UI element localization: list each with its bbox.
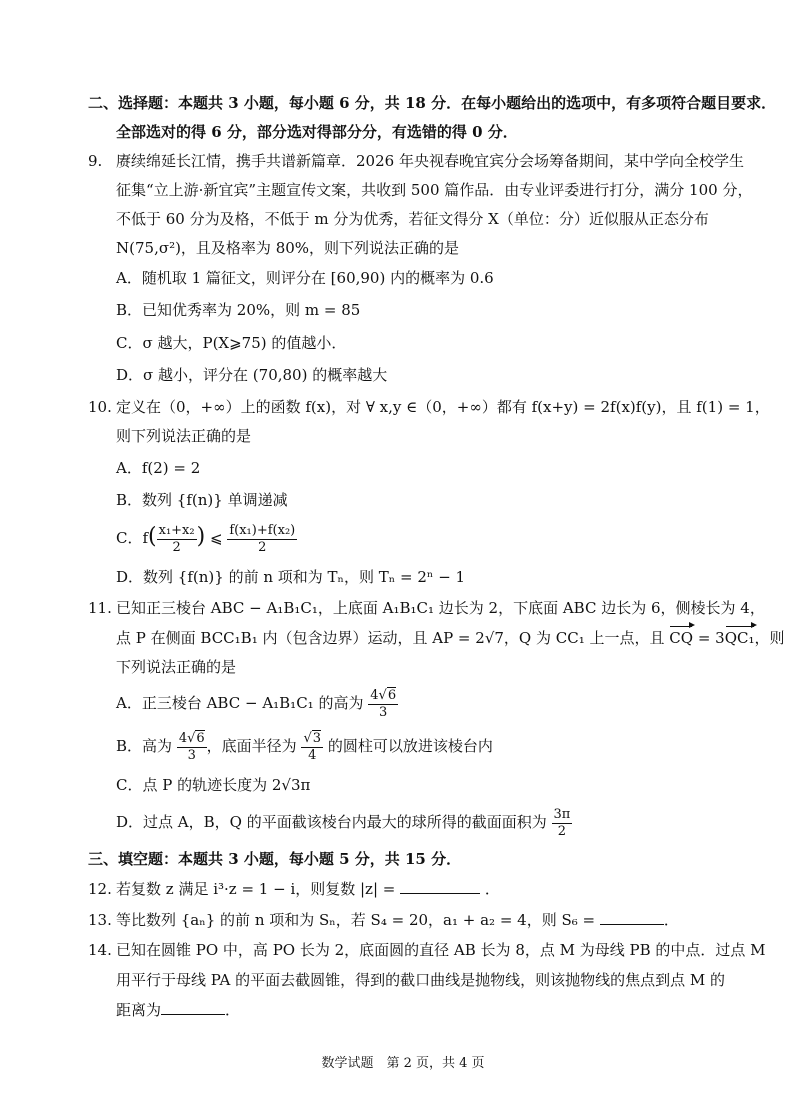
q13-answer-blank[interactable] [600, 910, 664, 925]
q11-stem-line2 [116, 628, 785, 648]
q13-number: 13. [88, 911, 112, 929]
q10-option-c-label: C．f [116, 529, 149, 547]
q11-stem-line2-start: 点 P 在侧面 BCC₁B₁ 内（包含边界）运动，且 AP = 2√7，Q 为 CC₁ 上一点，且 [116, 629, 670, 647]
q13-line [116, 910, 679, 930]
q11-option-a-fraction [368, 688, 398, 721]
q11-option-b-mid: ，底面半径为 [206, 737, 297, 755]
q11-option-a [116, 686, 398, 721]
q11-a-radicand: 6 [387, 687, 397, 703]
section3-header: 三、填空题：本题共 3 小题，每小题 5 分，共 15 分． [88, 850, 462, 868]
q14-number: 14. [88, 941, 112, 959]
q11-stem-line3: 下列说法正确的是 [116, 658, 237, 676]
q11-vector-cq: CQ [669, 629, 694, 647]
q12-text: 若复数 z 满足 i³·z = 1 − i，则复数 |z| = [116, 880, 396, 898]
q10-number: 10. [88, 398, 112, 416]
q14-line3-text: 距离为 [116, 1001, 162, 1019]
q9-stem-line2: 征集“立上游·新宜宾”主题宣传文案，共收到 500 篇作品．由专业评委进行打分，满分 100 分， [116, 181, 753, 199]
q10-option-c [116, 520, 297, 556]
q11-option-b-radius-fraction [301, 731, 323, 764]
q11-b-radius-numerator: √3 [303, 730, 322, 746]
q9-option-d: D．σ 越小，评分在 (70,80) 的概率越大 [116, 366, 388, 384]
q10-relation: ⩽ [209, 529, 223, 547]
q11-option-b-tail: 的圆柱可以放进该棱台内 [323, 737, 493, 755]
q11-option-b-height-fraction [177, 731, 207, 764]
q9-stem-line4: N(75,σ²)，且及格率为 80%，则下列说法正确的是 [116, 239, 460, 257]
q11-vector-equation: = 3 [693, 629, 725, 647]
q12-end: ． [484, 880, 500, 898]
q10-option-d: D．数列 {f(n)} 的前 n 项和为 Tₙ，则 Tₙ = 2ⁿ − 1 [116, 568, 466, 586]
q11-option-c: C．点 P 的轨迹长度为 2√3π [116, 776, 311, 794]
q13-end: ． [663, 911, 679, 929]
q14-end: ． [225, 1001, 241, 1019]
q10-option-b: B．数列 {f(n)} 单调递减 [116, 491, 288, 509]
q11-stem-line2-end: ，则 [754, 629, 785, 647]
q11-b-radius-denominator: 4 [308, 747, 317, 763]
section2-header-line2: 全部选对的得 6 分，部分选对得部分分，有选错的得 0 分． [116, 123, 518, 141]
q11-a-coef: 4 [370, 687, 379, 703]
q10-rhs-fraction [227, 523, 297, 556]
q13-text: 等比数列 {aₙ} 的前 n 项和为 Sₙ，若 S₄ = 20，a₁ + a₂ = 4，则 S₆ = [116, 911, 596, 929]
q10-stem-line1: 定义在（0，+∞）上的函数 f(x)，对 ∀ x,y ∈（0，+∞）都有 f(x+y) = 2f(x)f(y)，且 f(1) = 1， [116, 398, 770, 416]
q11-stem-line1: 已知正三棱台 ABC − A₁B₁C₁，上底面 A₁B₁C₁ 边长为 2，下底面 ABC 边长为 6，侧棱长为 4， [116, 599, 765, 617]
q14-line1: 已知在圆锥 PO 中，高 PO 长为 2，底面圆的直径 AB 长为 8，点 M 为母线 PB 的中点．过点 M [116, 941, 766, 959]
q11-option-b [116, 729, 493, 764]
q10-lhs-denominator: 2 [172, 539, 181, 555]
q11-b-r-radicand: 3 [312, 730, 322, 746]
q10-rhs-numerator: f(x₁)+f(x₂) [229, 522, 296, 538]
q11-option-b-label: B．高为 [116, 737, 173, 755]
q9-stem-line3: 不低于 60 分为及格，不低于 m 分为优秀，若征文得分 X（单位：分）近似服从正态分布 [116, 210, 709, 228]
q11-b-h-coef: 4 [178, 730, 188, 746]
q10-paren-close: ) [196, 524, 206, 549]
q11-option-d-text: D．过点 A，B，Q 的平面截该棱台内最大的球所得的截面面积为 [116, 813, 547, 831]
q10-paren-open: ( [148, 524, 157, 549]
q12-line [116, 879, 500, 899]
q11-option-d-numerator: 3π [553, 806, 571, 822]
page-footer: 数学试题 第 2 页，共 4 页 [321, 1056, 485, 1071]
q11-option-a-text: A．正三棱台 ABC − A₁B₁C₁ 的高为 [116, 694, 364, 712]
q11-option-a-numerator: 4√6 [370, 687, 397, 703]
q11-option-d-denominator: 2 [557, 823, 567, 839]
q9-number: 9. [88, 152, 103, 170]
q11-b-height-denominator: 3 [187, 747, 196, 763]
q14-line3 [116, 1000, 240, 1020]
q9-option-c: C．σ 越大，P(X⩾75) 的值越小． [116, 334, 347, 352]
q14-answer-blank[interactable] [161, 1000, 225, 1015]
q14-line2: 用平行于母线 PA 的平面去截圆锥，得到的截口曲线是抛物线，则该抛物线的焦点到点 M 的 [116, 971, 725, 989]
q11-option-d [116, 805, 572, 840]
q10-lhs-numerator: x₁+x₂ [158, 522, 195, 538]
section2-header-line1: 二、选择题：本题共 3 小题，每小题 6 分，共 18 分．在每小题给出的选项中，有多项符合题目要求． [88, 94, 777, 112]
q9-option-a: A．随机取 1 篇征文，则评分在 [60,90) 内的概率为 0.6 [116, 269, 494, 287]
q9-stem-line1: 赓续绵延长江情，携手共谱新篇章．2026 年央视春晚宜宾分会场筹备期间，某中学向全校学生 [116, 152, 744, 170]
q11-b-h-radicand: 6 [196, 730, 205, 746]
q10-rhs-denominator: 2 [258, 539, 267, 555]
q12-answer-blank[interactable] [400, 879, 480, 894]
q11-option-a-denominator: 3 [379, 704, 388, 720]
q10-lhs-fraction [157, 523, 197, 556]
q12-number: 12. [88, 880, 112, 898]
q11-number: 11. [88, 599, 112, 617]
q11-vector-qc1: QC₁ [724, 629, 755, 647]
q10-option-a: A．f(2) = 2 [116, 459, 201, 477]
q11-b-height-numerator: 4√6 [178, 730, 205, 746]
q9-option-b: B．已知优秀率为 20%，则 m = 85 [116, 301, 361, 319]
q10-stem-line2: 则下列说法正确的是 [116, 427, 252, 445]
q11-option-d-fraction [552, 807, 573, 840]
